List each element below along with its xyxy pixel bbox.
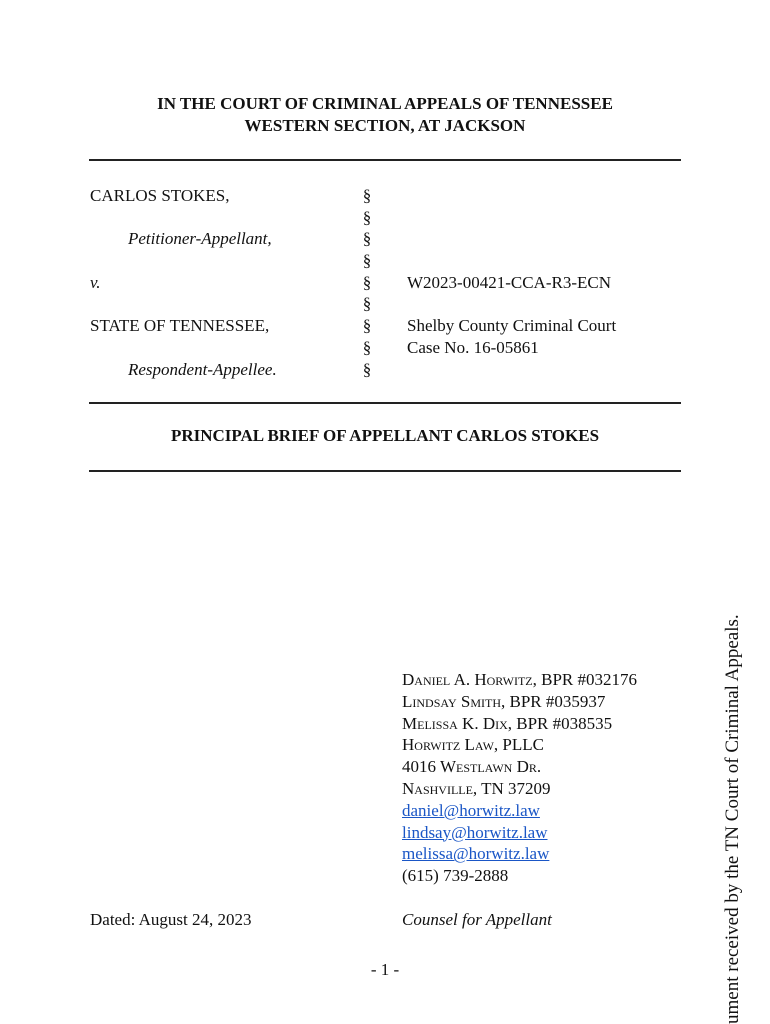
section-symbol: § (362, 208, 372, 227)
email-link-lindsay[interactable]: lindsay@horwitz.law (402, 822, 548, 842)
law-firm: Horwitz Law, PLLC (402, 735, 544, 755)
respondent-role: Respondent-Appellee. (128, 360, 277, 379)
phone-number: (615) 739-2888 (402, 866, 509, 886)
email-link-melissa[interactable]: melissa@horwitz.law (402, 844, 550, 864)
counsel-role: Counsel for Appellant (402, 910, 552, 929)
page-number: - 1 - (370, 960, 400, 979)
docket-number: W2023-00421-CCA-R3-ECN (407, 273, 611, 292)
section-symbol: § (362, 316, 372, 335)
respondent-name: STATE OF TENNESSEE, (90, 316, 270, 335)
date-line: Dated: August 24, 2023 (90, 910, 252, 929)
firm-street: 4016 Westlawn Dr. (402, 757, 542, 777)
attorney-2: Lindsay Smith, BPR #035937 (402, 691, 606, 711)
section-symbol: § (362, 229, 372, 248)
petitioner-role: Petitioner-Appellant, (128, 229, 272, 248)
section-symbol: § (362, 251, 372, 270)
title-bottom-rule (89, 470, 681, 472)
section-symbol: § (362, 294, 372, 313)
email-link-daniel[interactable]: daniel@horwitz.law (402, 800, 540, 820)
court-header (90, 93, 680, 137)
caption-bottom-rule (89, 402, 681, 404)
attorney-1: Daniel A. Horwitz, BPR #032176 (402, 670, 638, 689)
petitioner-name: CARLOS STOKES, (90, 186, 230, 205)
firm-city: Nashville, TN 37209 (402, 778, 551, 798)
section-symbol: § (362, 338, 372, 357)
brief-title: PRINCIPAL BRIEF OF APPELLANT CARLOS STOKES (170, 426, 600, 445)
section-symbol: § (362, 360, 372, 379)
versus: v. (90, 273, 101, 292)
court-section: WESTERN SECTION, AT JACKSON (244, 116, 526, 135)
court-name: IN THE COURT OF CRIMINAL APPEALS OF TENNESSEE (157, 94, 613, 113)
attorney-3: Melissa K. Dix, BPR #038535 (402, 713, 613, 733)
lower-court: Shelby County Criminal Court (407, 316, 617, 335)
caption-top-rule (89, 159, 681, 161)
counsel-block (402, 669, 637, 887)
section-symbol: § (362, 273, 372, 292)
filing-stamp: ument received by the TN Court of Criminal Appeals. (722, 614, 743, 1024)
lower-case-number: Case No. 16-05861 (407, 338, 539, 357)
section-symbol: § (362, 186, 372, 205)
